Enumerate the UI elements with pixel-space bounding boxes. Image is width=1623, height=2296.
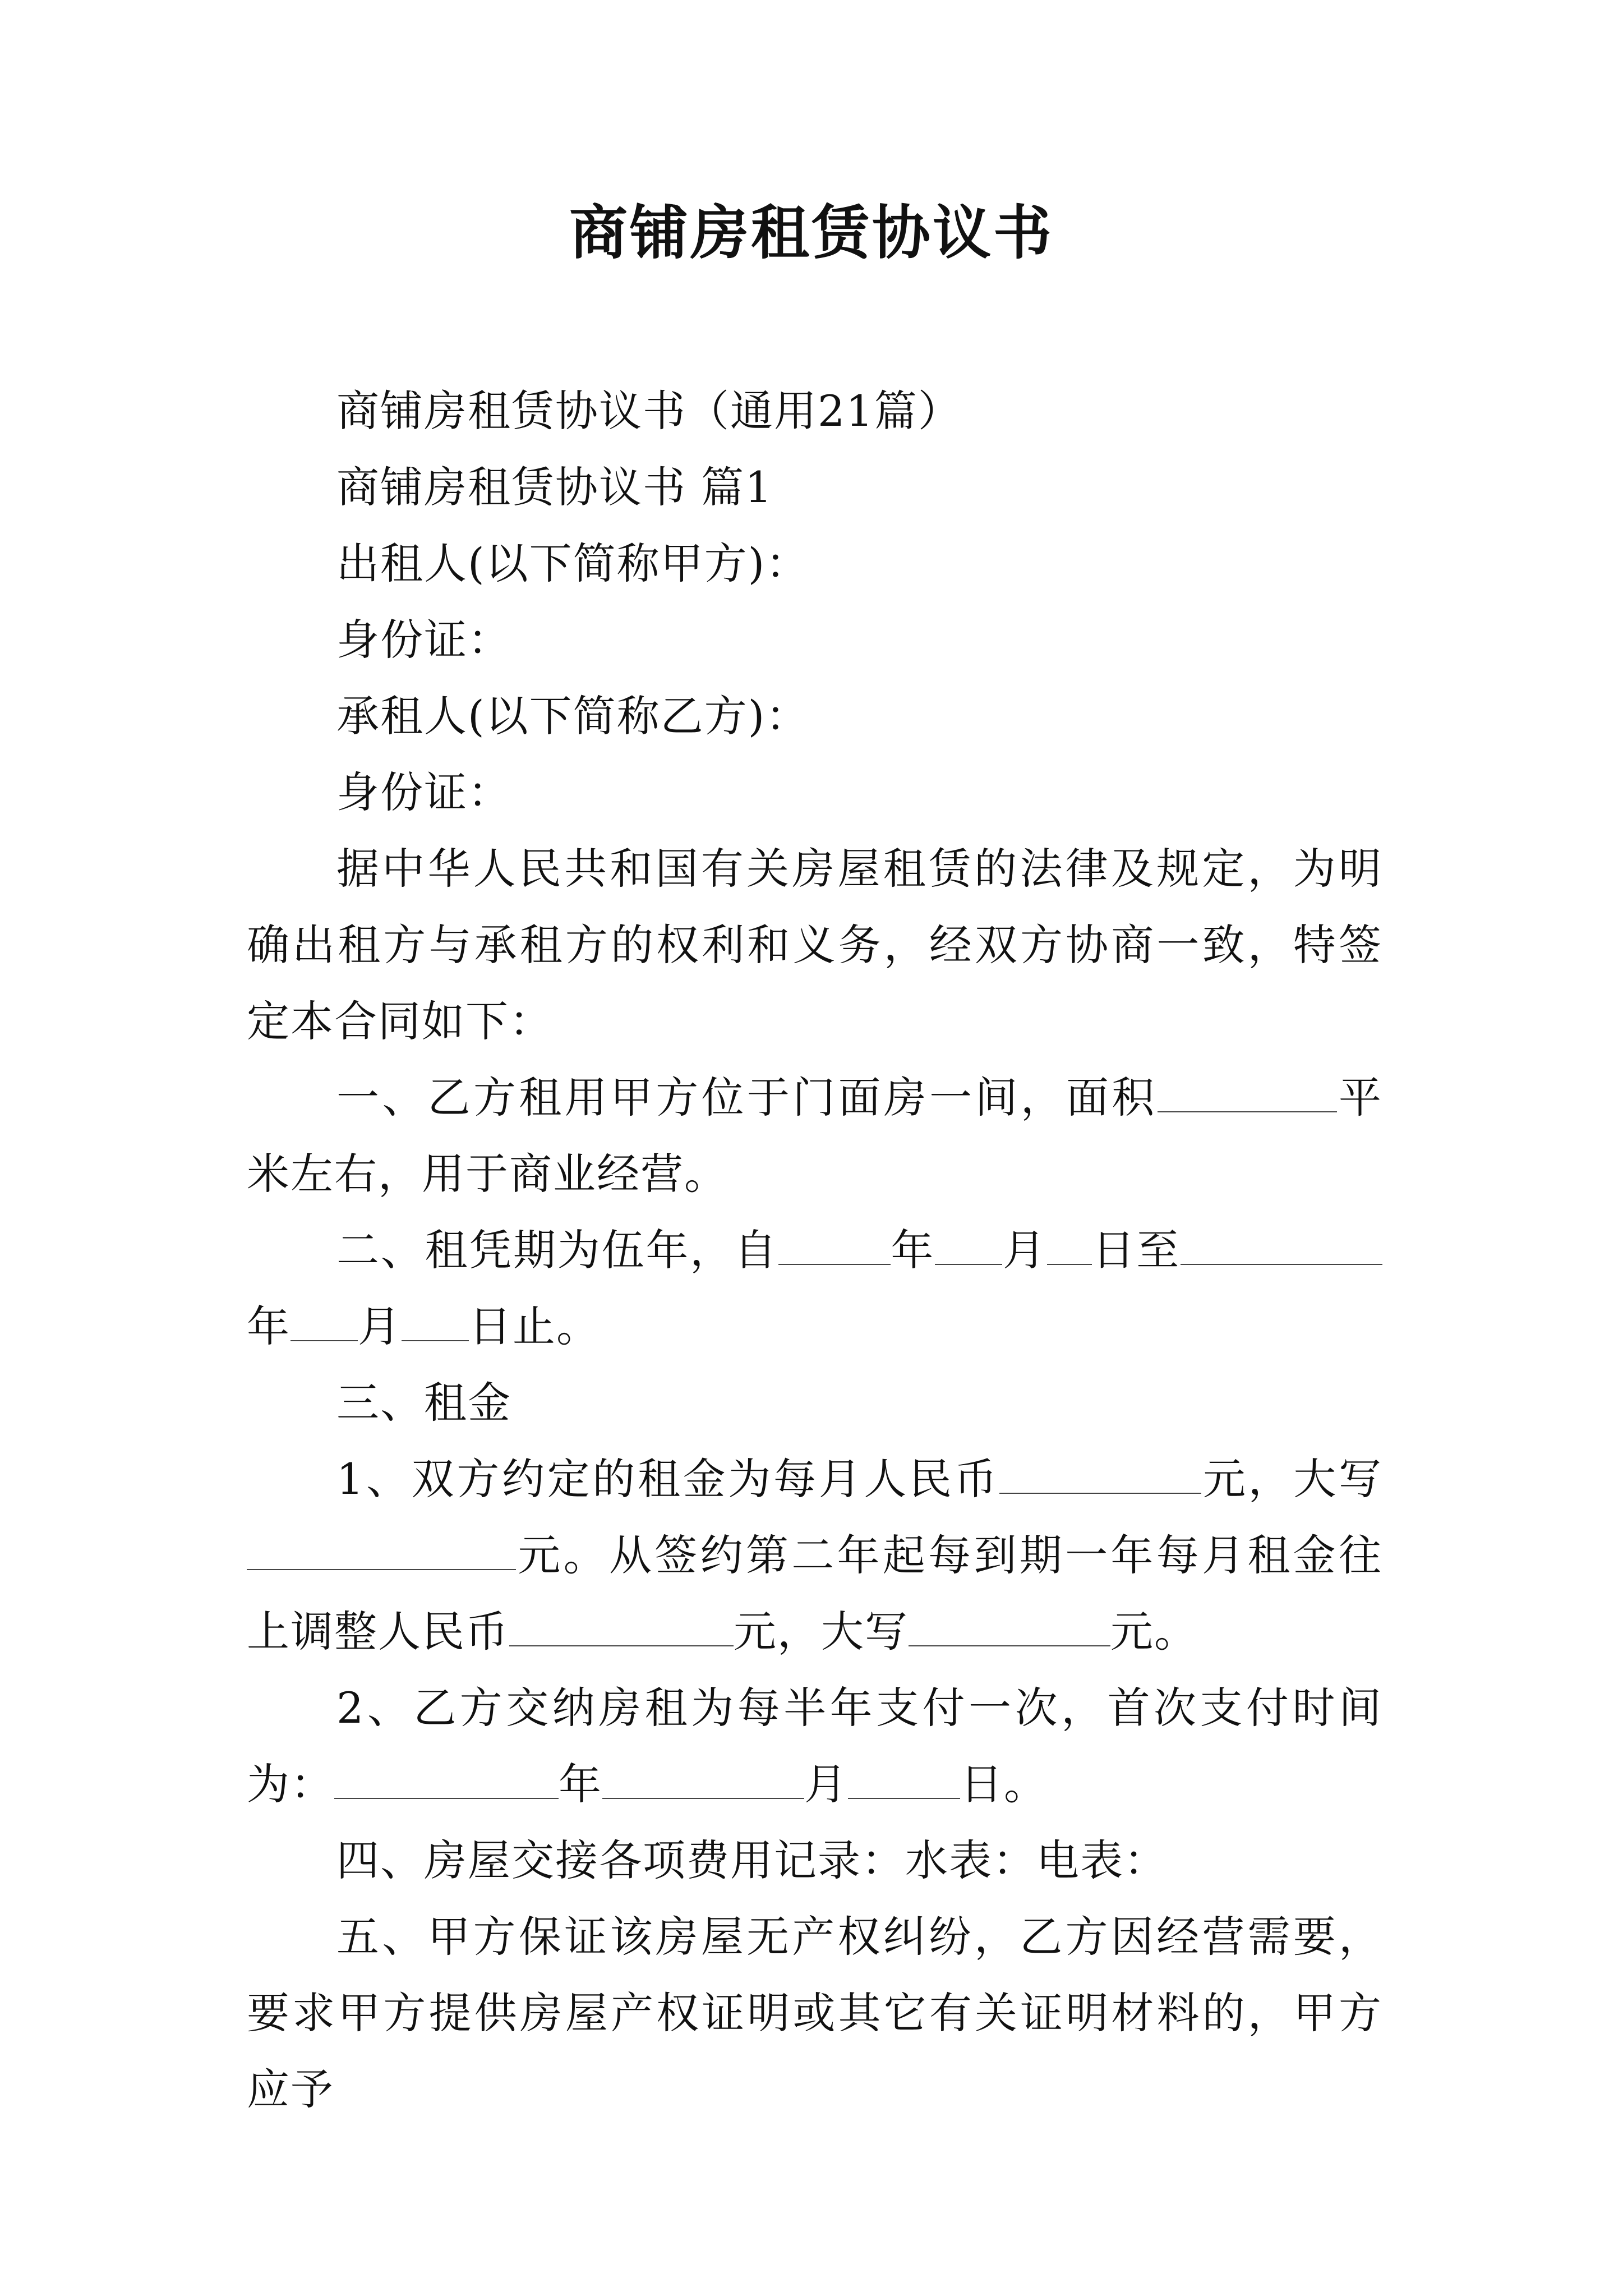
fill-in-blank <box>1181 1226 1382 1265</box>
paragraph-text: 日止。 <box>469 1301 600 1351</box>
fill-in-blank <box>935 1226 1002 1265</box>
paragraph-text: 年 <box>247 1301 291 1351</box>
paragraph-text: 据中华人民共和国有关房屋租赁的法律及规定，为明确出租方与承租方的权利和义务，经双方协商一致，特签定本合同如下： <box>247 844 1382 1046</box>
paragraph-text: 年 <box>559 1759 602 1809</box>
fill-in-blank <box>334 1760 559 1799</box>
fill-in-blank <box>602 1760 804 1799</box>
paragraph-text: 1、双方约定的租金为每月人民币 <box>336 1454 1000 1504</box>
paragraph-text: 承租人(以下简称乙方)： <box>336 691 810 741</box>
paragraph <box>247 1670 1382 1823</box>
paragraph-text: 五、甲方保证该房屋无产权纠纷，乙方因经营需要，要求甲方提供房屋产权证明或其它有关证明材料的，甲方应予 <box>247 1912 1382 2114</box>
paragraph-text: 日。 <box>960 1759 1048 1809</box>
fill-in-blank <box>848 1760 960 1799</box>
paragraph-text: 元，大写 <box>734 1607 909 1657</box>
fill-in-blank <box>247 1531 516 1570</box>
fill-in-blank <box>402 1302 469 1341</box>
paragraph <box>247 373 1382 449</box>
fill-in-blank <box>909 1607 1110 1646</box>
paragraph <box>247 678 1382 754</box>
paragraph-text: 2、乙方交纳房租为每半年支付一次，首次支付时间为： <box>247 1683 1382 1809</box>
paragraph-text: 身份证： <box>336 767 511 817</box>
paragraph <box>247 526 1382 602</box>
paragraph-text: 元，大写 <box>1201 1454 1383 1504</box>
paragraph <box>247 1060 1382 1212</box>
fill-in-blank <box>509 1607 734 1646</box>
paragraph-text: 年 <box>890 1225 935 1275</box>
paragraph <box>247 1899 1382 2128</box>
paragraph <box>247 754 1382 831</box>
paragraph-text: 商铺房租赁协议书 篇1 <box>336 462 773 512</box>
fill-in-blank <box>1047 1226 1092 1265</box>
paragraph-text: 月 <box>358 1301 402 1351</box>
paragraph-text: 元。从签约第二年起每到期一年每月租金往上调整人民币 <box>247 1530 1382 1657</box>
paragraph-text: 出租人(以下简称甲方)： <box>336 539 810 588</box>
paragraph-text: 身份证： <box>336 615 511 665</box>
paragraph <box>247 1823 1382 1899</box>
paragraph-text: 平米左右，用于商业经营。 <box>247 1073 1383 1199</box>
paragraph <box>247 1212 1382 1365</box>
paragraph-text: 月 <box>1002 1225 1047 1275</box>
fill-in-blank <box>999 1455 1201 1494</box>
fill-in-blank <box>291 1302 358 1341</box>
paragraph <box>247 831 1382 1060</box>
paragraph-text: 月 <box>804 1759 848 1809</box>
paragraph-text: 四、房屋交接各项费用记录：水表：电表： <box>336 1835 1168 1885</box>
paragraph-text: 日至 <box>1091 1225 1181 1275</box>
fill-in-blank <box>778 1226 891 1265</box>
paragraph-text: 一、乙方租用甲方位于门面房一间，面积 <box>336 1073 1158 1122</box>
paragraph <box>247 1441 1382 1670</box>
fill-in-blank <box>1158 1073 1337 1112</box>
paragraph <box>247 449 1382 526</box>
document-body <box>247 373 1382 2128</box>
paragraph <box>247 602 1382 678</box>
document-title: 商铺房租赁协议书 <box>569 198 1054 267</box>
paragraph-text: 商铺房租赁协议书（通用21篇） <box>336 386 962 436</box>
paragraph-text: 二、租凭期为伍年，自 <box>336 1225 778 1275</box>
paragraph-text: 三、租金 <box>336 1378 511 1428</box>
paragraph <box>247 1365 1382 1441</box>
paragraph-text: 元。 <box>1110 1607 1198 1657</box>
